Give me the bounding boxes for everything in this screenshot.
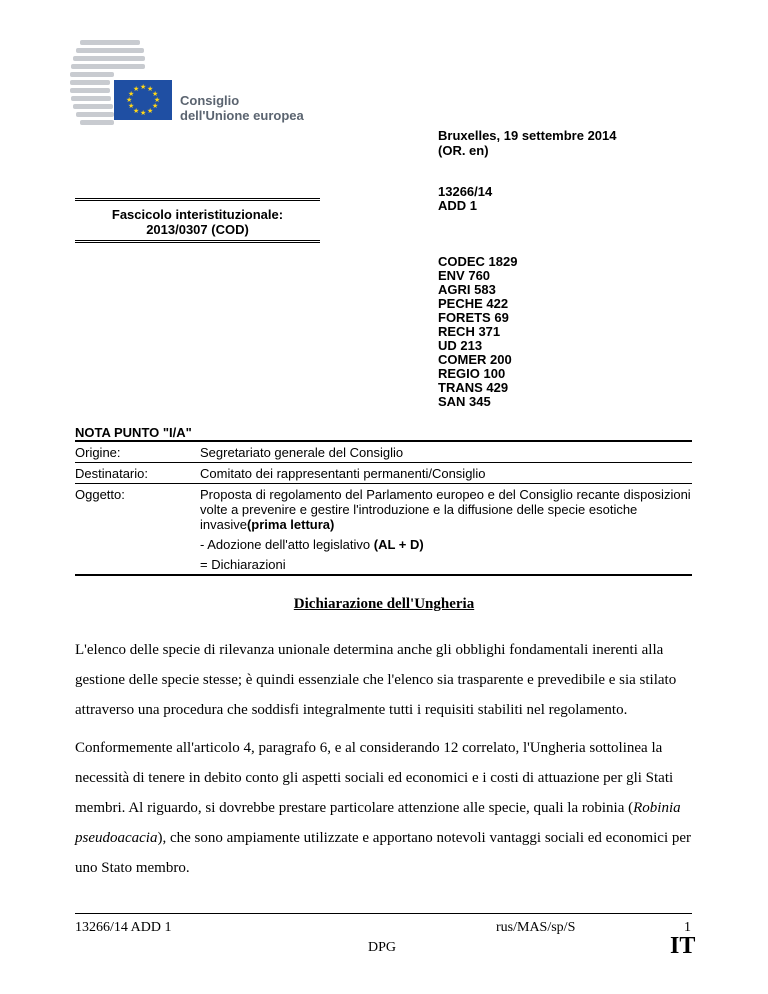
classification-codes	[438, 255, 517, 409]
origin-value: Segretariato generale del Consiglio	[200, 445, 404, 460]
document-addendum: ADD 1	[438, 198, 478, 213]
recipient-value: Comitato dei rappresentanti permanenti/Consiglio	[200, 466, 486, 481]
code-item: FORETS 69	[438, 310, 509, 325]
note-title: NOTA PUNTO "I/A"	[75, 425, 192, 440]
dossier-number: 2013/0307 (COD)	[146, 222, 249, 237]
document-number: 13266/14	[438, 184, 493, 199]
footer-doc-ref: 13266/14 ADD 1	[75, 920, 172, 935]
adoption-line: - Adozione dell'atto legislativo (AL + D)	[200, 537, 424, 552]
date-block	[438, 128, 617, 158]
code-item: TRANS 429	[438, 380, 509, 395]
document-date: Bruxelles, 19 settembre 2014	[438, 128, 617, 143]
code-item: UD 213	[438, 338, 483, 353]
subject-value: Proposta di regolamento del Parlamento europeo e del Consiglio recante disposizioni volte a prevenire e gestire l'introduzione e la diffusione delle specie esotiche invasive(prima lettura)	[200, 487, 691, 532]
footer-dg: DPG	[368, 940, 397, 955]
interinstitutional-file-box	[75, 198, 320, 243]
eu-flag-icon: ★ ★ ★ ★ ★ ★ ★ ★ ★ ★ ★ ★	[114, 80, 172, 120]
paragraph-2: Conformemente all'articolo 4, paragrafo 6, e al considerando 12 correlato, l'Ungheria sottolinea la necessità di tenere in debito conto gli aspetti sociali ed economici e i costi di attuazione per gli Stati membri. Al riguardo, si dovrebbe prestare particolare attenzione alle specie, quali la robinia (Robinia pseudoacacia), che sono ampiamente utilizzate e apportano notevoli vantaggi sociali ed economici per uno Stato membro.	[75, 740, 692, 876]
footer-initials: rus/MAS/sp/S	[496, 920, 576, 935]
note-metadata-table	[75, 440, 692, 576]
footer-page-number: 1	[684, 920, 691, 935]
council-logo	[70, 40, 330, 130]
recipient-row	[75, 463, 692, 484]
organization-name: Consiglio dell'Unione europea	[180, 93, 304, 123]
dossier-label: Fascicolo interistituzionale:	[111, 207, 284, 222]
paragraph-1: L'elenco delle specie di rilevanza unionale determina anche gli obblighi fondamentali inerenti alla gestione delle specie stesse; è quindi essenziale che l'elenco sia trasparente e prevedibile e sia stilato attraverso una procedura che soddisfi integralmente tutti i requisiti stabiliti nel regolamento.	[75, 642, 677, 718]
declarations-line: = Dichiarazioni	[75, 554, 692, 576]
code-item: ENV 760	[438, 268, 491, 283]
code-item: SAN 345	[438, 394, 491, 409]
footer-divider	[75, 913, 692, 914]
document-number-block	[438, 185, 492, 213]
recipient-label: Destinatario:	[75, 466, 148, 481]
code-item: AGRI 583	[438, 282, 496, 297]
subject-row	[75, 484, 692, 534]
code-item: RECH 371	[438, 324, 501, 339]
subject-label: Oggetto:	[75, 487, 125, 502]
code-item: REGIO 100	[438, 366, 506, 381]
original-language: (OR. en)	[438, 143, 489, 158]
declaration-heading: Dichiarazione dell'Ungheria	[293, 596, 475, 612]
origin-label: Origine:	[75, 445, 121, 460]
code-item: PECHE 422	[438, 296, 509, 311]
origin-row	[75, 442, 692, 463]
code-item: CODEC 1829	[438, 254, 518, 269]
footer-language: IT	[670, 933, 696, 959]
code-item: COMER 200	[438, 352, 512, 367]
